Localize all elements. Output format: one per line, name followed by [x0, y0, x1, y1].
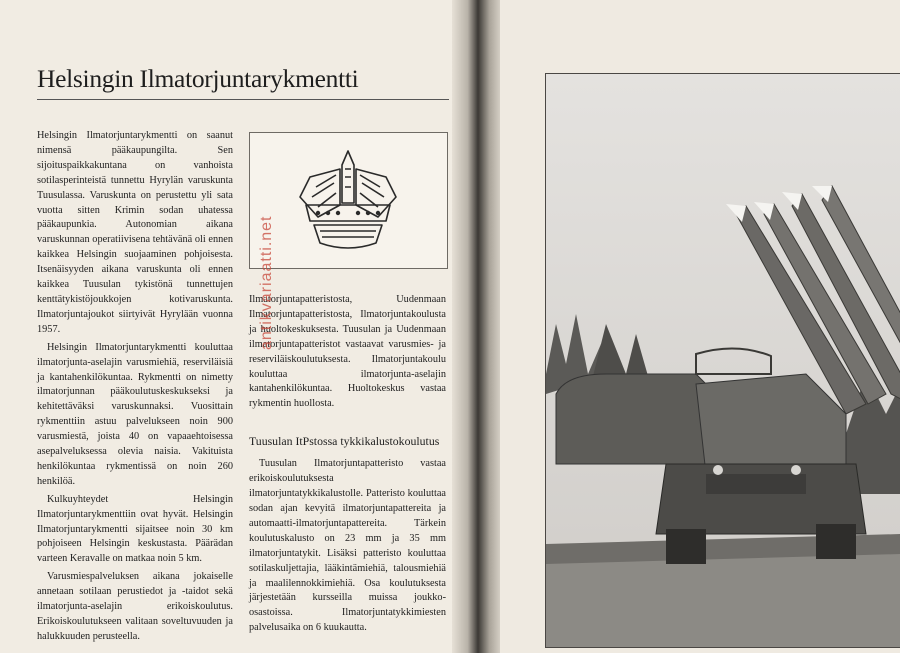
right-text-column	[249, 293, 446, 639]
watermark-text: antikvariaatti.net	[258, 215, 275, 350]
missile-launcher-photo	[545, 73, 900, 648]
paragraph-6: Tuusulan Ilmatorjuntapatteristo vastaa erikoiskoulutuksesta ilmatorjuntatykkikalustolle. Patteristo kouluttaa sodan ajan kevyitä ilmatorjuntapattereita ja automaatti-ilmatorjuntapattereita. Tärkein koulutuskalusto on 23 mm ja 35 mm ilmatorjuntatykit. Lisäksi patteristo kouluttaa sotilaskuljettajia, lääkintämiehiä, talousmiehiä ja maalilennokkimiehiä. Osa koulutuksesta järjestetään kursseilla muissa joukko-osastoissa. Ilmatorjuntatykkimiesten palvelusaika on 6 kuukautta.	[249, 458, 446, 634]
left-text-column	[37, 129, 233, 648]
section-subheading: Tuusulan ItPstossa tykkikalustokoulutus	[249, 434, 440, 449]
book-gutter	[452, 0, 504, 653]
paragraph-1: Helsingin Ilmatorjuntarykmentti on saanut nimensä pääkaupungilta. Sen sijoituspaikkakuntana on vanhoista sotilasperinteistä tunnettu Hyrylän varuskunta Tuusulassa. Varuskunta on perustettu yli sata vuotta sitten Krimin sodan uhatessa pääkaupunkia. Autonomian aikana varuskunnan operatiivisena tehtävänä oli ennen kaikkea Helsingin suojaaminen pohjoisesta. Itsenäisyyden aikana varuskunta oli ennen kaikkea Tuusulan tykistönä tunnettujen kenttätykistöjoukkojen kotivaruskunta. Ilmatorjuntajoukot siirtyivät Hyrylään vuonna 1957.	[37, 130, 233, 335]
page-title: Helsingin Ilmatorjuntarykmentti	[37, 64, 359, 93]
paragraph-3: Kulkuyhteydet Helsingin Ilmatorjuntarykmenttiin ovat hyvät. Helsingin Ilmatorjuntarykmentti sijaitsee noin 30 km pohjoiseen Helsingin keskustasta. Päärädan varteen Keravalle on matkaa noin 5 km.	[37, 493, 233, 565]
regiment-emblem-frame	[249, 132, 448, 269]
paragraph-5: Ilmatorjuntapatteristosta, Uudenmaan Ilmatorjuntapatteristosta, Ilmatorjuntakoulusta ja huoltokeskuksesta. Tuusulan ja Uudenmaan ilmatorjuntapatteristot vastaavat varusmies- ja reserviläiskoulutuksesta. Ilmatorjuntakoulu kouluttaa ilmatorjunta-aselajin kantahenkilökuntaa. Huoltokeskus vastaa rykmentin huollosta.	[249, 294, 446, 410]
paragraph-2: Helsingin Ilmatorjuntarykmentti kouluttaa ilmatorjunta-aselajin varusmiehiä, reserviläisiä ja kantahenkilökuntaa. Rykmentti on nimetty ilmatorjunnan pääkoulutuskeskukseksi ja kehitettäväksi varuskunnaksi. Vuosittain rykmenttiin astuu palvelukseen noin 900 varusmiestä, joista 40 on vapaaehtoisessa asepalveluksessa olevia naisia. Vakituista henkilökuntaa rykmentissä on noin 260 henkilöä.	[37, 341, 233, 487]
title-rule	[37, 99, 449, 100]
paragraph-4: Varusmiespalveluksen aikana jokaiselle annetaan sotilaan perustiedot ja -taidot sekä ilmatorjunta-aselajin erikoiskoulutus. Erikoiskoulutukseen valitaan soveltuvuuden ja halukkuuden perusteella.	[37, 571, 233, 642]
regiment-crest-icon	[296, 147, 400, 255]
right-page	[500, 0, 900, 653]
